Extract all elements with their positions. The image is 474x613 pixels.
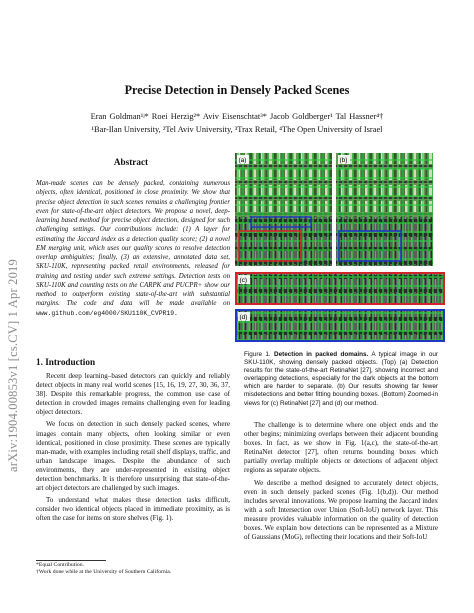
abstract-body bbox=[36, 179, 230, 318]
author-list: Eran Goldman¹ʲ* Roei Herzig²* Aviv Eisenschtat³* Jacob Goldberger¹ Tal Hassner⁴† bbox=[90, 112, 384, 121]
figure-1 bbox=[233, 151, 447, 344]
right-paragraph-2: We describe a method designed to accurately detect objects, even in such densely packed scenes (Fig. 1(b,d)). Our method includes several innovations. We propose learning the Jaccard index with a soft Intersection over Union (Soft-IoU) network layer. This measure provides valuable information on the quality of detection boxes. We explain how detections can be represented as a Mixture of Gaussians (MoG), reflecting their locations and their Soft-IoU bbox=[244, 478, 438, 542]
intro-paragraph-3: To understand what makes these detection tasks difficult, consider two identical objects placed in immediate proximity, as is often the case for items on store shelves (Fig. 1). bbox=[36, 496, 230, 523]
footnote-usc: †Work done while at the University of Southern California. bbox=[36, 569, 172, 576]
right-column-body bbox=[244, 421, 438, 545]
paper-title: Precise Detection in Densely Packed Scenes bbox=[124, 83, 350, 97]
panel-a bbox=[235, 153, 332, 266]
arxiv-identifier: arXiv:1904.00853v1 [cs.CV] 1 Apr 2019 bbox=[6, 259, 20, 472]
caption-bold: Detection in packed domains. bbox=[274, 351, 369, 358]
intro-body bbox=[36, 372, 230, 527]
affiliations: ¹Bar-Ilan University, ²Tel Aviv University, ³Trax Retail, ⁴The Open University of Israel bbox=[91, 125, 383, 134]
intro-heading: 1. Introduction bbox=[36, 357, 96, 367]
abstract-heading: Abstract bbox=[113, 157, 149, 167]
abstract-text: Man-made scenes can be densely packed, containing numerous objects, often identical, positioned in close proximity. We show that precise object detection in such scenes remains a challenging frontier even for state-of-the-art object detectors. We propose a novel, deep-learning based method for precise object detection, designed for such challenging settings. Our contributions include: (1) A layer for estimating the Jaccard index as a detection quality score; (2) a novel EM merging unit, which uses our quality scores to resolve detection overlap ambiguities; finally, (3) an extensive, annotated data set, SKU-110K, representing packed retail environments, released for training and testing under such extreme settings. Detection tests on SKU-110K and counting tests on the CARPK and PUCPR+ show our method to outperform existing state-of-the-art with substantial margins. The code and data will be made available on bbox=[36, 180, 230, 308]
panel-a-label: (a) bbox=[238, 157, 247, 164]
panel-c bbox=[235, 272, 445, 305]
panel-c-label: (c) bbox=[239, 277, 248, 284]
panel-b-label: (b) bbox=[339, 157, 348, 164]
footnote-rule bbox=[36, 560, 106, 561]
intro-paragraph-1: Recent deep learning–based detectors can quickly and reliably detect objects in many real world scenes [15, 16, 19, 27, 30, 36, 37, 38]. Despite this remarkable progress, the common use case of detection in crowded images remains challenging even for leading object detectors. bbox=[36, 372, 230, 417]
right-paragraph-1: The challenge is to determine where one object ends and the other begins; minimizing overlaps between their adjacent bounding boxes. In fact, as we show in Fig. 1(a,c), the state-of-the-art RetinaNet detector [27], often returns bounding boxes which partially overlap multiple objects or detections of adjacent object regions as separate objects. bbox=[244, 421, 438, 475]
caption-prefix: Figure 1. bbox=[244, 351, 271, 358]
figure-1-caption bbox=[244, 351, 438, 408]
panel-b bbox=[336, 153, 433, 266]
code-url[interactable]: www.github.com/eg4000/SKU110K_CVPR19. bbox=[36, 309, 178, 317]
footnotes bbox=[36, 562, 230, 577]
intro-paragraph-2: We focus on detection in such densely packed scenes, where images contain many objects, often looking similar or even identical, positioned in close proximity. These scenes are typically man-made, with examples including retail shelf displays, traffic, and urban landscape images. Despite the abundance of such environments, they are under-represented in existing object detection benchmarks. It is therefore unsurprising that state-of-the-art object detectors are challenged by such images. bbox=[36, 420, 230, 493]
panel-d-label: (d) bbox=[239, 314, 248, 321]
footnote-equal-contribution: *Equal Contribution. bbox=[36, 562, 85, 568]
caption-text: A typical image in our SKU-110K, showing densely packed objects. (Top) (a) Detection results for the state-of-the-art RetinaNet [27], showing incorrect and overlapping detections, especially for the dark objects at the bottom which are harder to separate. (b) Our results showing far fewer misdetections and better fitting bounding boxes. (Bottom) Zoomed-in views for (c) RetinaNet [27] and (d) our method. bbox=[244, 351, 439, 407]
panel-d bbox=[235, 309, 445, 342]
